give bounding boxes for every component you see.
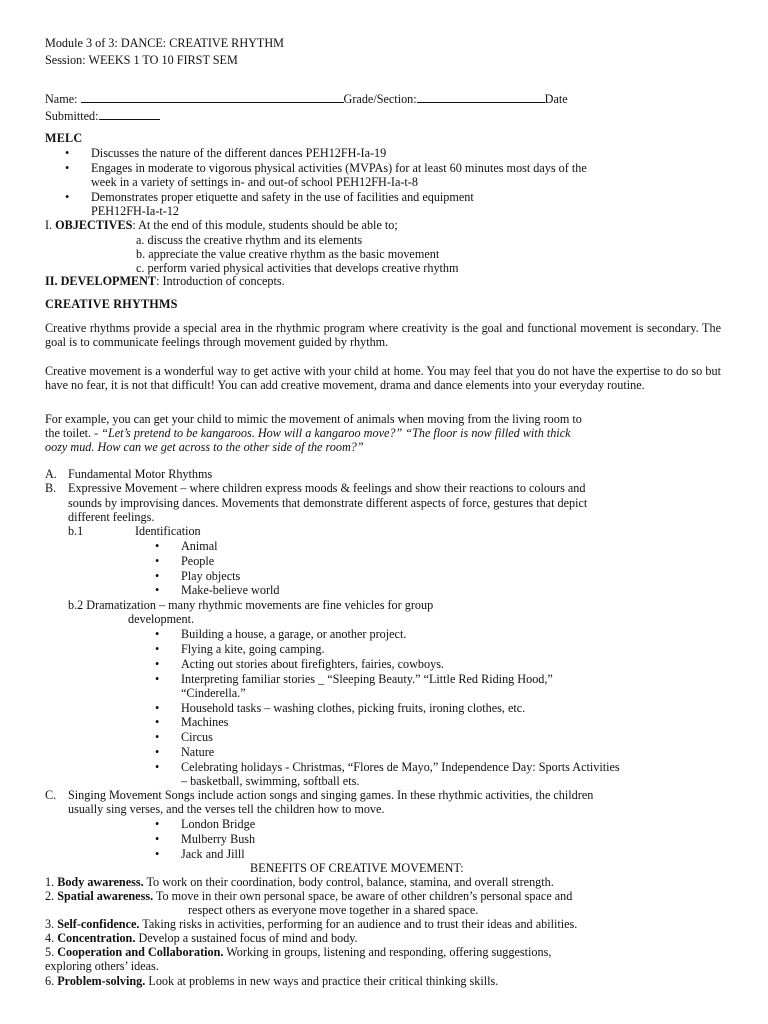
- section-b-text: Expressive Movement – where children express moods & feelings and show their reactions to colours and: [68, 481, 586, 495]
- b1-heading: [68, 524, 201, 538]
- development-text: : Introduction of concepts.: [156, 274, 285, 288]
- melc-item-cont: week in a variety of settings in- and out-of school PEH12FH-Ia-t-8: [91, 175, 418, 189]
- benefit-text: To move in their own personal space, be aware of other children’s personal space and: [153, 889, 573, 903]
- c-item: • London Bridge: [181, 817, 255, 831]
- benefit-text: Working in groups, listening and responding, offering suggestions,: [223, 945, 552, 959]
- benefits-heading: BENEFITS OF CREATIVE MOVEMENT:: [250, 861, 464, 875]
- b2-item: • Household tasks – washing clothes, picking fruits, ironing clothes, etc.: [181, 701, 525, 715]
- b2-item: • Celebrating holidays - Christmas, “Flores de Mayo,” Independence Day: Sports Activities: [181, 760, 620, 774]
- session-line: Session: WEEKS 1 TO 10 FIRST SEM: [45, 53, 238, 67]
- c-item: • Mulberry Bush: [181, 832, 255, 846]
- benefit-number: 2.: [45, 889, 58, 903]
- section-c-label: C.: [45, 788, 57, 802]
- objective-item: c. perform varied physical activities that develops creative rhythm: [136, 261, 459, 275]
- objectives-prefix: I.: [45, 218, 56, 232]
- b1-item: • Play objects: [181, 569, 240, 583]
- benefit-title: Body awareness.: [57, 875, 144, 889]
- development-line: [45, 274, 285, 288]
- submitted-blank[interactable]: [99, 108, 160, 120]
- benefit-title: Problem-solving.: [57, 974, 146, 988]
- creative-paragraph-3: For example, you can get your child to mimic the movement of animals when moving from the living room to: [45, 412, 582, 426]
- name-blank[interactable]: [81, 91, 344, 103]
- benefit-item-cont: respect others as everyone move together in a shared space.: [188, 903, 479, 917]
- b2-item-cont: “Cinderella.”: [181, 686, 246, 700]
- creative-heading: CREATIVE RHYTHMS: [45, 297, 178, 311]
- benefit-number: 1.: [45, 875, 58, 889]
- b2-item: • Nature: [181, 745, 214, 759]
- b1-item: • People: [181, 554, 214, 568]
- b1-label: b.1: [68, 524, 84, 538]
- creative-paragraph-3-line3: [45, 440, 364, 454]
- benefit-item: [45, 931, 358, 945]
- b2-item-cont: – basketball, swimming, softball ets.: [181, 774, 360, 788]
- section-b: [45, 481, 586, 495]
- b1-item: • Animal: [181, 539, 218, 553]
- section-a-text: Fundamental Motor Rhythms: [68, 467, 213, 481]
- benefit-item: [45, 875, 554, 889]
- benefit-number: 5.: [45, 945, 58, 959]
- benefit-item: [45, 889, 572, 903]
- objectives-heading: OBJECTIVES: [55, 218, 133, 232]
- benefit-item: [45, 974, 498, 988]
- p3-plain: the toilet. -: [45, 426, 102, 440]
- melc-item-cont: PEH12FH-Ia-t-12: [91, 204, 180, 218]
- objective-item: a. discuss the creative rhythm and its elements: [136, 233, 363, 247]
- section-b-label: B.: [45, 481, 57, 495]
- melc-item: • Engages in moderate to vigorous physical activities (MVPAs) for at least 60 minutes most days of the: [91, 161, 587, 175]
- development-heading: II. DEVELOPMENT: [45, 274, 157, 288]
- p3-quote-cont: oozy mud. How can we get across to the other side of the room?”: [45, 440, 364, 454]
- submitted-label: Submitted:: [45, 109, 99, 123]
- b2-heading-cont: development.: [128, 612, 194, 626]
- section-c-text: Singing Movement Songs include action songs and singing games. In these rhythmic activities, the children: [68, 788, 594, 802]
- benefit-text: Taking risks in activities, performing for an audience and to trust their ideas and abilities.: [139, 917, 578, 931]
- melc-heading: MELC: [45, 131, 83, 145]
- benefit-text: Develop a sustained focus of mind and body.: [135, 931, 358, 945]
- c-item: • Jack and Jilll: [181, 847, 245, 861]
- objectives-line: [45, 218, 398, 232]
- benefit-title: Cooperation and Collaboration.: [57, 945, 224, 959]
- benefit-title: Concentration.: [57, 931, 136, 945]
- submitted-line: [45, 108, 160, 123]
- name-line: [45, 91, 568, 106]
- benefit-item: [45, 917, 577, 931]
- objectives-intro: : At the end of this module, students should be able to;: [132, 218, 398, 232]
- benefit-text: Look at problems in new ways and practice their critical thinking skills.: [145, 974, 499, 988]
- b2-item: • Acting out stories about firefighters, fairies, cowboys.: [181, 657, 444, 671]
- benefit-number: 6.: [45, 974, 58, 988]
- b2-item: • Building a house, a garage, or another project.: [181, 627, 406, 641]
- p3-quote: “Let’s pretend to be kangaroos. How will a kangaroo move?” “The floor is now filled with thick: [101, 426, 571, 440]
- grade-blank[interactable]: [417, 91, 545, 103]
- section-b-cont: different feelings.: [68, 510, 155, 524]
- creative-paragraph-1: Creative rhythms provide a special area in the rhythmic program where creativity is the goal and functional movement is secondary. The goal is to communicate feelings through movement guided by rhythm.: [45, 321, 721, 350]
- b2-item: • Circus: [181, 730, 213, 744]
- creative-paragraph-2: Creative movement is a wonderful way to get active with your child at home. You may feel that you do not have the expertise to do so but have no fear, it is not that difficult! You can add creative movement, drama and dance elements into your everyday routine.: [45, 364, 721, 393]
- section-c: [45, 788, 593, 802]
- creative-paragraph-3-line2: [45, 426, 571, 440]
- melc-item: • Demonstrates proper etiquette and safety in the use of facilities and equipment: [91, 190, 474, 204]
- benefit-number: 3.: [45, 917, 58, 931]
- b2-item: • Machines: [181, 715, 228, 729]
- section-a-label: A.: [45, 467, 57, 481]
- date-label: Date: [544, 92, 568, 106]
- module-title: Module 3 of 3: DANCE: CREATIVE RHYTHM: [45, 36, 284, 50]
- b1-title: Identification: [135, 524, 201, 538]
- name-label: Name:: [45, 92, 78, 106]
- section-a: [45, 467, 212, 481]
- benefit-item-cont: exploring others’ ideas.: [45, 959, 159, 973]
- section-c-cont: usually sing verses, and the verses tell the children how to move.: [68, 802, 385, 816]
- b2-heading: b.2 Dramatization – many rhythmic movements are fine vehicles for group: [68, 598, 434, 612]
- b2-item: • Flying a kite, going camping.: [181, 642, 325, 656]
- grade-label: Grade/Section:: [343, 92, 417, 106]
- section-b-cont: sounds by improvising dances. Movements that demonstrate different aspects of force, gestures that depict: [68, 496, 588, 510]
- melc-item: • Discusses the nature of the different dances PEH12FH-Ia-19: [91, 146, 386, 160]
- benefit-number: 4.: [45, 931, 58, 945]
- benefit-title: Self-confidence.: [57, 917, 140, 931]
- benefit-title: Spatial awareness.: [57, 889, 154, 903]
- benefit-item: [45, 945, 551, 959]
- objective-item: b. appreciate the value creative rhythm as the basic movement: [136, 247, 440, 261]
- b2-item: • Interpreting familiar stories _ “Sleeping Beauty.” “Little Red Riding Hood,”: [181, 672, 553, 686]
- benefit-text: To work on their coordination, body control, balance, stamina, and overall strength.: [143, 875, 554, 889]
- b1-item: • Make-believe world: [181, 583, 279, 597]
